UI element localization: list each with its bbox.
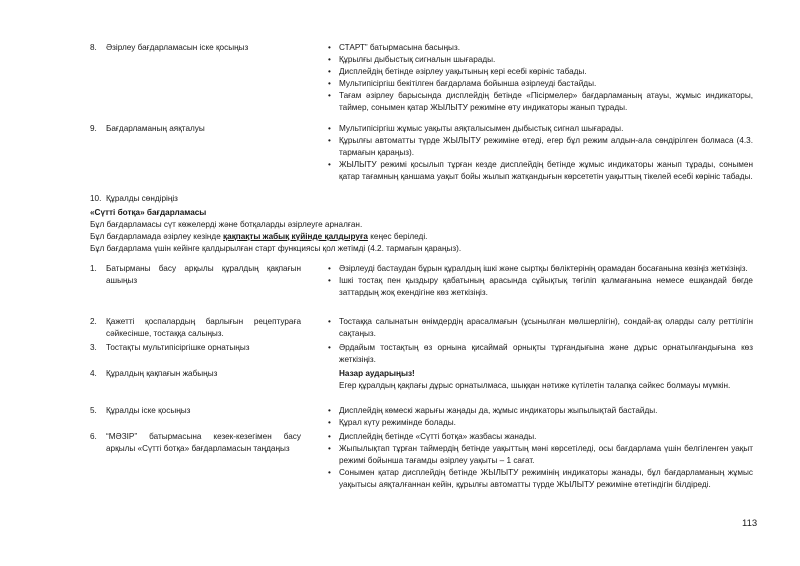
list-item: • Құрылғы дыбыстық сигналын шығарады. — [328, 54, 753, 66]
list-item: • Әзірлеуді бастаудан бұрын құралдың ішкі және сыртқы бөліктерінің орамадан босағанына көзіңіз жеткізіңіз. — [328, 263, 753, 275]
program-step-1-bullets — [328, 263, 753, 299]
step-9-bullets — [328, 123, 753, 183]
step-number: 9. — [90, 124, 97, 133]
step-number: 1. — [90, 264, 97, 273]
section-line-1: Бұл бағдарламасы сүт көжелерді және ботқаларды әзірлеуге арналған. — [90, 220, 363, 229]
list-item: • Әрдайым тостақтың өз орнына қисаймай орнықты тұрғандығына және дұрыс орнатылғандығына көз жеткізіңіз. — [328, 342, 753, 366]
section-line-2-emphasis: қақпақты жабық күйінде қалдыруға — [223, 232, 368, 241]
list-item: • Жыпылықтап тұрған таймердің бетінде уақыттың мәні көрсетіледі, осы бағдарлама үшін белгіленген уақыт режимі бойынша тағамды әзірлеу уақыты – 1 сағат. — [328, 443, 753, 467]
note-title: Назар аударыңыз! — [339, 369, 415, 378]
list-item: • Дисплейдің бетінде «Сүтті ботқа» жазбасы жанады. — [328, 431, 753, 443]
list-item: • Мультипісіргіш бекітілген бағдарлама бойынша әзірлеуді бастайды. — [328, 78, 753, 90]
section-line-2 — [90, 231, 750, 243]
list-item: • Дисплейдің бетінде әзірлеу уақытының кері есебі көрініс табады. — [328, 66, 753, 78]
step-8-bullets — [328, 42, 753, 114]
list-item: • ЖЫЛЫТУ режимі қосылып тұрған кезде дисплейдің бетінде жұмыс индикаторы жанып тұрады, сонымен қатар тағамның қаншама уақыт бойы жылып жатқандығын көрсететін уақыттың тікелей есебі көрініс табады. — [328, 159, 753, 183]
step-label: Қажетті қоспалардың барлығын рецептураға сәйкесінше, тостаққа салыңыз. — [106, 317, 301, 338]
list-item: • СТАРТ” батырмасына басыңыз. — [328, 42, 753, 54]
list-item: • Сонымен қатар дисплейдің бетінде ЖЫЛЫТУ режимінің индикаторы жанады, бұл бағдарламаның жұмыс уақытысы аяқталғаннан кейін, құрылғы автоматты түрде ЖЫЛЫТУ режиміне өтетіндігін білдіреді. — [328, 467, 753, 491]
program-step-2-bullets — [328, 316, 753, 340]
step-label: Құралдың қақпағын жабыңыз — [106, 369, 218, 378]
step-number: 5. — [90, 406, 97, 415]
program-step-6-bullets — [328, 431, 753, 491]
step-number: 2. — [90, 317, 97, 326]
step-number: 8. — [90, 43, 97, 52]
section-line-2-post: кеңес беріледі. — [367, 232, 428, 241]
step-number: 6. — [90, 432, 97, 441]
program-step-5-bullets — [328, 405, 753, 429]
step-label: Құралды сөндіріңіз — [106, 194, 178, 203]
list-item: • Құрал күту режимінде болады. — [328, 417, 753, 429]
list-item: • Тағам әзірлеу барысында дисплейдің бетінде «Пісірмелер» бағдарламаның атауы, жұмыс индикаторы, таймер, сонымен қатар ЖЫЛЫТУ режиміне өту индикаторы жанып тұрады. — [328, 90, 753, 114]
step-label: Құралды іске қосыңыз — [106, 406, 191, 415]
section-line-3: Бұл бағдарлама үшін кейінге қалдырылған старт функциясы қол жетімді (4.2. тармағын қараңыз). — [90, 244, 462, 253]
list-item: • Тостаққа салынатын өнімдердің арасалмағын (ұсынылған мөлшерлігін), сондай-ақ оларды салу реттілігін сақтаңыз. — [328, 316, 753, 340]
step-number: 3. — [90, 343, 97, 352]
step-number: 10. — [90, 194, 102, 203]
step-label: “МӘЗІР” батырмасына кезек-кезегімен басу арқылы «Сүтті ботқа» бағдарламасын таңдаңыз — [106, 432, 301, 453]
step-label: Бағдарламаның аяқталуы — [106, 124, 205, 133]
list-item: • Дисплейдің көмескі жарығы жаңады да, жұмыс индикаторы жыпылықтай бастайды. — [328, 405, 753, 417]
step-label: Әзірлеу бағдарламасын іске қосыңыз — [106, 43, 249, 52]
section-line-2-pre: Бұл бағдарламада әзірлеу кезінде — [90, 232, 224, 241]
step-label: Батырманы басу арқылы құралдың қақпағын ашыңыз — [106, 264, 301, 285]
list-item: • Мультипісіргіш жұмыс уақыты аяқталысымен дыбыстық сигнал шығарады. — [328, 123, 753, 135]
page-number: 113 — [742, 518, 758, 529]
list-item: • Ішкі тостақ пен қыздыру қабатының арасында сұйықтық төгіліп қалмағанына немесе ешқандай бөгде заттардың жоқ екендігіне көз жеткізіңіз. — [328, 275, 753, 299]
step-label: Тостақты мультипісіргішке орнатыңыз — [106, 343, 250, 352]
note-text: Егер құралдың қақпағы дұрыс орнатылмаса, шыққан нәтиже күтілетін талапқа сәйкес болмауы мүмкін. — [339, 381, 731, 390]
step-number: 4. — [90, 369, 97, 378]
list-item: • Құрылғы автоматты түрде ЖЫЛЫТУ режиміне өтеді, егер бұл режим алдын-ала сөндірілген болмаса (4.3. тармағын қараңыз). — [328, 135, 753, 159]
program-step-3-bullets — [328, 342, 753, 366]
section-title: «Сүтті ботқа» бағдарламасы — [90, 208, 207, 217]
program-step-4-note — [339, 368, 753, 392]
